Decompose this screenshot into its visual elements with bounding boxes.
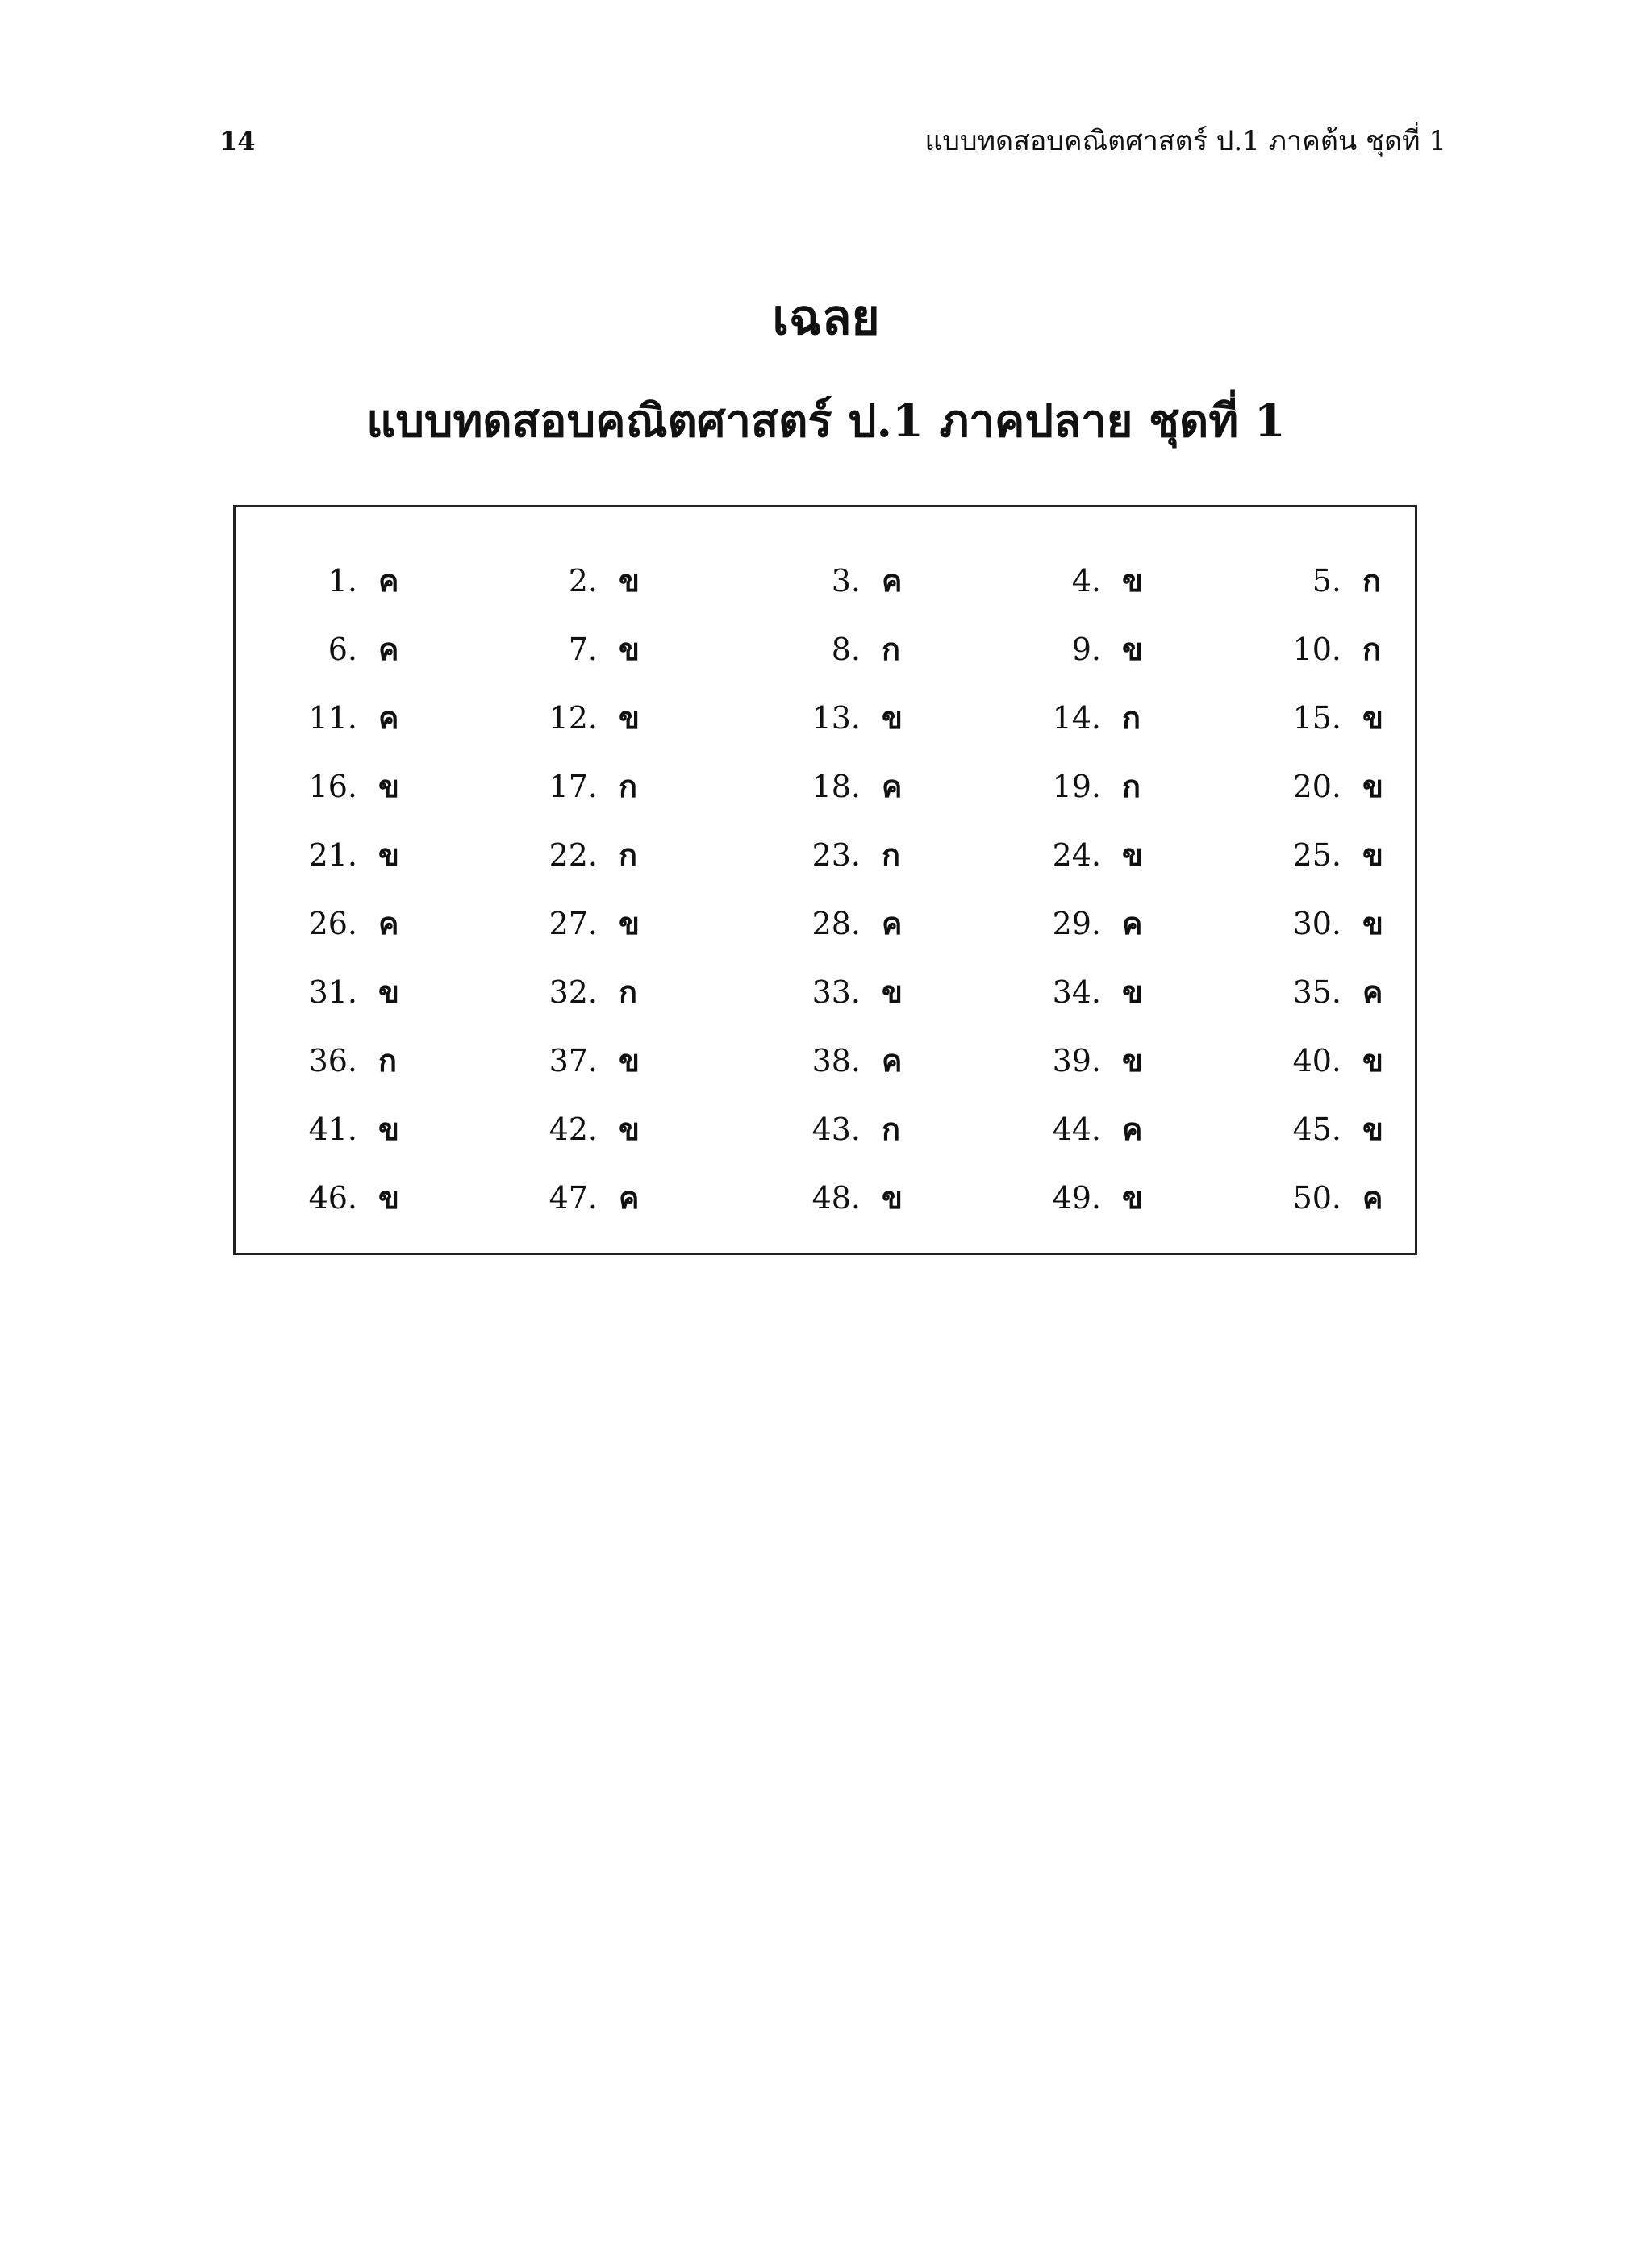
- question-number: 14.: [1052, 700, 1101, 736]
- answer-choice: ข: [1362, 836, 1383, 873]
- question-number: 13.: [811, 700, 861, 736]
- answer-item: [261, 1095, 399, 1163]
- question-number: 40.: [1292, 1043, 1341, 1078]
- answer-choice: ค: [1362, 1179, 1383, 1216]
- question-number: 47.: [549, 1180, 598, 1216]
- answer-choice: ข: [378, 974, 399, 1010]
- answer-row: [236, 820, 1415, 889]
- answer-item: [501, 1095, 640, 1163]
- answer-item: [1245, 889, 1383, 957]
- answer-item: [1004, 820, 1143, 889]
- answer-item: [1245, 957, 1383, 1026]
- question-number: 11.: [308, 700, 357, 736]
- question-number: 9.: [1071, 632, 1101, 667]
- answer-choice: ก: [1362, 562, 1382, 599]
- answer-choice: ค: [378, 631, 399, 667]
- answer-item: [261, 957, 399, 1026]
- answer-grid: [236, 546, 1415, 1232]
- answer-choice: ค: [882, 905, 903, 941]
- answer-item: [261, 1026, 397, 1095]
- question-number: 10.: [1292, 632, 1341, 667]
- answer-choice: ค: [882, 768, 903, 804]
- answer-item: [261, 820, 399, 889]
- answer-item: [261, 683, 398, 752]
- answer-item: [261, 546, 398, 615]
- answer-choice: ข: [619, 631, 640, 667]
- question-number: 12.: [549, 700, 598, 736]
- answer-choice: ข: [1362, 905, 1383, 941]
- answer-choice: ข: [1122, 974, 1143, 1010]
- answer-item: [764, 957, 903, 1026]
- answer-item: [1004, 546, 1143, 615]
- answer-choice: ข: [882, 699, 903, 736]
- answer-item: [261, 615, 398, 683]
- answer-choice: ข: [378, 768, 399, 804]
- answer-item: [764, 615, 900, 683]
- answer-choice: ข: [1122, 631, 1143, 667]
- question-number: 37.: [549, 1043, 598, 1078]
- answer-item: [1245, 1095, 1383, 1163]
- question-number: 6.: [327, 632, 357, 667]
- answer-item: [1004, 683, 1141, 752]
- question-number: 19.: [1052, 769, 1101, 804]
- answer-item: [764, 1163, 903, 1232]
- question-number: 28.: [811, 906, 861, 941]
- answer-item: [764, 820, 900, 889]
- answer-item: [261, 1163, 399, 1232]
- question-number: 32.: [549, 974, 598, 1010]
- answer-item: [764, 1095, 900, 1163]
- answer-item: [1004, 957, 1143, 1026]
- answer-item: [764, 1026, 902, 1095]
- answer-item: [501, 889, 640, 957]
- answer-choice: ข: [1122, 836, 1143, 873]
- answer-item: [764, 546, 902, 615]
- answer-item: [1245, 683, 1383, 752]
- answer-item: [501, 752, 637, 820]
- answer-choice: ข: [378, 1111, 399, 1147]
- question-number: 50.: [1292, 1180, 1341, 1216]
- answer-item: [261, 752, 399, 820]
- answer-item: [1245, 820, 1383, 889]
- question-number: 3.: [831, 563, 861, 599]
- answer-item: [1245, 752, 1383, 820]
- question-number: 26.: [308, 906, 357, 941]
- answer-choice: ข: [619, 562, 640, 599]
- answer-choice: ข: [882, 1179, 903, 1216]
- question-number: 38.: [811, 1043, 861, 1078]
- answer-row: [236, 1095, 1415, 1163]
- question-number: 27.: [549, 906, 598, 941]
- answer-item: [501, 820, 637, 889]
- answer-item: [1004, 1026, 1143, 1095]
- answer-choice: ข: [1362, 1042, 1383, 1078]
- running-header: แบบทดสอบคณิตศาสตร์ ป.1 ภาคต้น ชุดที่ 1: [924, 125, 1446, 157]
- answer-item: [1004, 1095, 1142, 1163]
- question-number: 42.: [549, 1112, 598, 1147]
- answer-choice: ค: [378, 905, 399, 941]
- answer-choice: ค: [619, 1179, 640, 1216]
- answer-choice: ข: [378, 836, 399, 873]
- answer-choice: ก: [619, 974, 638, 1010]
- answer-choice: ข: [1362, 1111, 1383, 1147]
- answer-choice: ค: [1122, 905, 1143, 941]
- answer-row: [236, 683, 1415, 752]
- question-number: 18.: [811, 769, 861, 804]
- question-number: 25.: [1292, 837, 1341, 873]
- question-number: 39.: [1052, 1043, 1101, 1078]
- answer-item: [501, 1163, 639, 1232]
- question-number: 21.: [308, 837, 357, 873]
- answer-choice: ค: [882, 562, 903, 599]
- answer-row: [236, 546, 1415, 615]
- question-number: 33.: [811, 974, 861, 1010]
- answer-choice: ค: [378, 699, 399, 736]
- answer-item: [501, 683, 640, 752]
- answer-choice: ก: [882, 836, 901, 873]
- answer-item: [764, 752, 902, 820]
- question-number: 29.: [1052, 906, 1101, 941]
- answer-choice: ข: [619, 699, 640, 736]
- answer-choice: ข: [619, 1111, 640, 1147]
- answer-choice: ก: [378, 1042, 398, 1078]
- question-number: 46.: [308, 1180, 357, 1216]
- answer-choice: ค: [882, 1042, 903, 1078]
- question-number: 36.: [308, 1043, 357, 1078]
- question-number: 34.: [1052, 974, 1101, 1010]
- question-number: 35.: [1292, 974, 1341, 1010]
- answer-choice: ค: [378, 562, 399, 599]
- answer-item: [1004, 752, 1141, 820]
- answer-row: [236, 1163, 1415, 1232]
- question-number: 31.: [308, 974, 357, 1010]
- answer-choice: ข: [619, 905, 640, 941]
- answer-choice: ค: [1122, 1111, 1143, 1147]
- answer-choice: ก: [1362, 631, 1382, 667]
- question-number: 5.: [1312, 563, 1341, 599]
- question-number: 45.: [1292, 1112, 1341, 1147]
- question-number: 43.: [811, 1112, 861, 1147]
- question-number: 15.: [1292, 700, 1341, 736]
- answer-item: [764, 683, 903, 752]
- answer-choice: ข: [378, 1179, 399, 1216]
- question-number: 7.: [568, 632, 598, 667]
- answer-item: [1004, 889, 1142, 957]
- answer-choice: ข: [619, 1042, 640, 1078]
- question-number: 24.: [1052, 837, 1101, 873]
- answer-choice: ก: [619, 836, 638, 873]
- answer-item: [1004, 615, 1143, 683]
- question-number: 4.: [1071, 563, 1101, 599]
- question-number: 49.: [1052, 1180, 1101, 1216]
- question-number: 44.: [1052, 1112, 1101, 1147]
- answer-row: [236, 889, 1415, 957]
- answer-item: [261, 889, 398, 957]
- question-number: 8.: [831, 632, 861, 667]
- answer-choice: ก: [1122, 699, 1141, 736]
- question-number: 30.: [1292, 906, 1341, 941]
- page-number: 14: [219, 126, 256, 156]
- answer-item: [1245, 1163, 1383, 1232]
- question-number: 48.: [811, 1180, 861, 1216]
- answer-item: [501, 1026, 640, 1095]
- answer-choice: ก: [882, 631, 901, 667]
- answer-choice: ค: [1362, 974, 1383, 1010]
- question-number: 22.: [549, 837, 598, 873]
- answer-choice: ข: [1122, 1042, 1143, 1078]
- question-number: 1.: [327, 563, 357, 599]
- answer-choice: ก: [1122, 768, 1141, 804]
- question-number: 20.: [1292, 769, 1341, 804]
- answer-choice: ข: [1362, 768, 1383, 804]
- page-subtitle: แบบทดสอบคณิตศาสตร์ ป.1 ภาคปลาย ชุดที่ 1: [366, 394, 1286, 448]
- answer-item: [1245, 615, 1381, 683]
- answer-item: [501, 546, 640, 615]
- answer-item: [501, 615, 640, 683]
- question-number: 41.: [308, 1112, 357, 1147]
- answer-choice: ข: [1362, 699, 1383, 736]
- question-number: 17.: [549, 769, 598, 804]
- page-title: เฉลย: [772, 290, 880, 346]
- answer-choice: ข: [882, 974, 903, 1010]
- answer-row: [236, 1026, 1415, 1095]
- answer-item: [1245, 546, 1381, 615]
- answer-row: [236, 957, 1415, 1026]
- answer-item: [1245, 1026, 1383, 1095]
- answer-row: [236, 752, 1415, 820]
- answer-choice: ก: [882, 1111, 901, 1147]
- answer-key-box: [233, 505, 1417, 1255]
- answer-item: [764, 889, 902, 957]
- question-number: 2.: [568, 563, 598, 599]
- question-number: 23.: [811, 837, 861, 873]
- answer-item: [1004, 1163, 1143, 1232]
- answer-choice: ข: [1122, 1179, 1143, 1216]
- answer-choice: ข: [1122, 562, 1143, 599]
- answer-item: [501, 957, 637, 1026]
- question-number: 16.: [308, 769, 357, 804]
- answer-row: [236, 615, 1415, 683]
- answer-choice: ก: [619, 768, 638, 804]
